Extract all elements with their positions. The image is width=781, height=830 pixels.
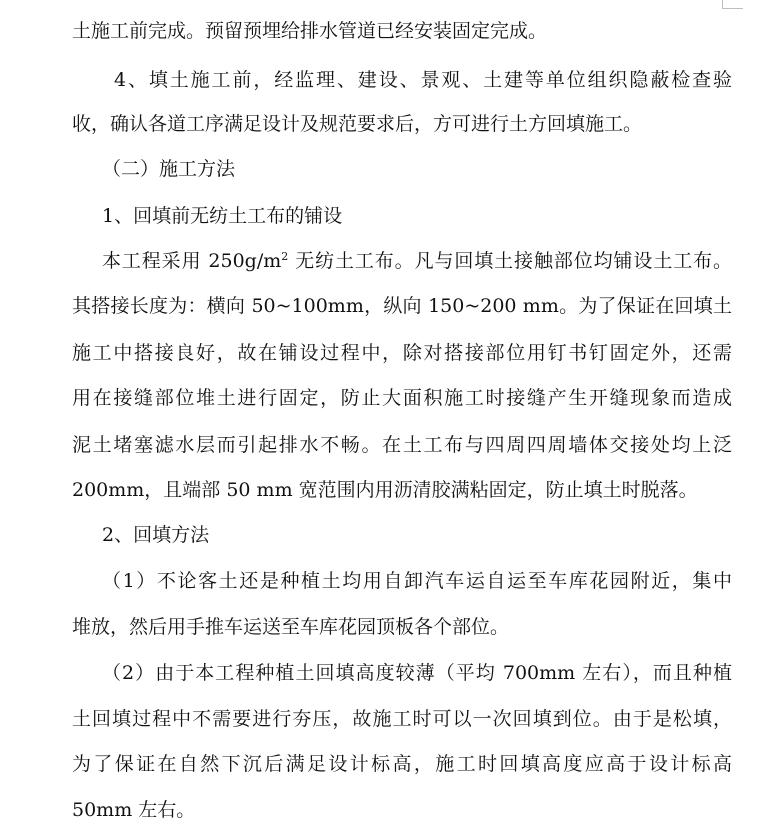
paragraph-line: 其搭接长度为：横向 50~100mm，纵向 150~200 mm。为了保证在回填土 [72,295,732,317]
paragraph-line: 50mm 左右。 [72,799,196,821]
superscript: 2 [281,250,289,263]
paragraph-line: 施工中搭接良好，故在铺设过程中，除对搭接部位用钉书钉固定外，还需 [72,342,732,364]
page-corner-mark [722,0,743,9]
paragraph-line: 收，确认各道工序满足设计及规范要求后，方可进行土方回填施工。 [72,113,643,135]
paragraph-line: 200mm，且端部 50 mm 宽范围内用沥清胶满粘固定，防止填土时脱落。 [72,479,698,501]
paragraph-line: 泥土堵塞滤水层而引起排水不畅。在土工布与四周四周墙体交接处均上泛 [72,434,732,456]
paragraph-line [102,248,732,274]
paragraph-line: 4、填土施工前，经监理、建设、景观、土建等单位组织隐蔽检查验 [114,69,732,91]
text-run: 无纺土工布。凡与回填土接触部位均铺设土工布。 [288,250,732,272]
paragraph-line: 为了保证在自然下沉后满足设计标高，施工时回填高度应高于设计标高 [72,753,732,775]
subsection-heading: 2、回填方法 [102,524,210,546]
paragraph-line: （1）不论客土还是种植土均用自卸汽车运自运至车库花园附近，集中 [102,570,732,592]
paragraph-line: 土回填过程中不需要进行夯压，故施工时可以一次回填到位。由于是松填， [72,708,732,730]
section-heading: （二）施工方法 [102,158,236,180]
subsection-heading: 1、回填前无纺土工布的铺设 [102,205,343,227]
paragraph-line: 堆放，然后用手推车运送至车库花园顶板各个部位。 [72,616,510,638]
paragraph-line: 土施工前完成。预留预埋给排水管道已经安装固定完成。 [72,20,548,42]
text-run: 本工程采用 250g/m [102,250,282,272]
paragraph-line: （2）由于本工程种植土回填高度较薄（平均 700mm 左右），而且种植 [102,662,732,684]
paragraph-line: 用在接缝部位堆土进行固定，防止大面积施工时接缝产生开缝现象而造成 [72,387,732,409]
